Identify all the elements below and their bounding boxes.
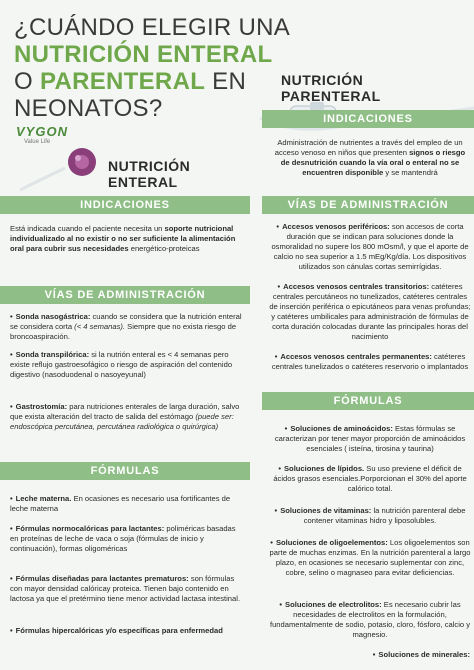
enteral-formula-item: • Fórmulas normocalóricas para lactantes: poliméricas basadas en proteínas de leche de vaca o soja (fórmulas de inicio y continuación), formas oligoméricas bbox=[10, 524, 236, 553]
enteral-via-item: • Gastrostomía: para nutriciones enterales de larga duración, salvo que exista alteración del tracto de salida del estómago (puede ser: endoscópica percutánea, percutánea radiológica o quirúrgica) bbox=[10, 402, 240, 431]
parenteral-via-item: • Accesos venosos centrales transitorios: catéteres centrales percutáneos no tunelizados, catéteres centrales de inserción periférica o epicutáneos para venas profundas; y catéteres umbilicales para administración de fórmulas de corta duración colocadas durante las principales horas del nacimiento bbox=[269, 282, 471, 341]
title-line-1: ¿CUÁNDO ELEGIR UNA bbox=[14, 14, 291, 41]
enteral-via-item: • Sonda nasogástrica: cuando se considera que la nutrición enteral se considera corta (< 4 semanas). Siempre que no exista riesgo de broncoaspiración. bbox=[10, 312, 242, 341]
enteral-formulas-band: FÓRMULAS bbox=[0, 462, 250, 480]
parenteral-formula-item: • Soluciones de oligoelementos: Los oligoelementos son parte de muchas enzimas. En la nutrición parenteral a largo plazo, en ocasiones se necesario suplementar con zinc, cobre, selino o magnaseo para evitar deficiencias. bbox=[269, 538, 471, 577]
enteral-via-item: • Sonda transpilórica: si la nutrión enteral es < 4 semanas pero existe reflujo gastroesofágico o riesgo de aspiración del contenido digestivo (nasoduodenal o nasoyeyunal) bbox=[10, 350, 233, 379]
enteral-formula-item: • Leche materna. En ocasiones es necesario usa fortificantes de leche materna bbox=[10, 494, 231, 513]
enteral-indicaciones-band: INDICACIONES bbox=[0, 196, 250, 214]
parenteral-via-item: • Accesos venosos centrales permanentes: catéteres centrales tunelizados o catéteres reservorio o implantados bbox=[271, 352, 469, 371]
enteral-formula-item: • Fórmulas diseñadas para lactantes prematuros: son fórmulas con mayor densidad calóricay proteica. Tienen bajo contenido en lactosa ya que el pretérmino tiene menor actividad lactasa intestinal. bbox=[10, 574, 241, 603]
parenteral-vias-band: VÍAS DE ADMINISTRACIÓN bbox=[262, 196, 474, 214]
parenteral-formula-item: • Soluciones de electrolitos: Es necesario cubrir las necesidades de electrolitos en la formulación, fundamentalmente de sodio, potasio, cloro, fósforo, calcio y magnesio. bbox=[269, 600, 471, 639]
feeding-tube-icon bbox=[20, 140, 110, 200]
title-line-2: NUTRICIÓN ENTERAL bbox=[14, 41, 273, 68]
parenteral-via-item: • Accesos venosos periféricos: son accesos de corta duración que se indican para soluciones donde la osmoralidad no supere los 800 mOsm/l, y que el aporte de calcio no sea superior a 1.5 mEg/Kg/día. Los dispositivos utilizados son cánulas cortas semirrígidas. bbox=[271, 222, 469, 271]
vygon-logo: VYGON Value Life bbox=[16, 124, 68, 145]
parenteral-formula-item: • Soluciones de lípidos. Su uso previene el déficit de ácidos grasos esenciales.Porporcionan el 30% del aporte calórico total. bbox=[273, 464, 467, 493]
enteral-formula-item: • Fórmulas hipercalóricas y/o específicas para enfermedad bbox=[10, 626, 223, 635]
parenteral-indicaciones-text: Administración de nutrientes a través del empleo de un acceso venoso en niños que presenten signos o riesgo de desnutrición cuando la vía oral o enteral no se encuentren disponible y se mantendrá bbox=[274, 138, 466, 177]
parenteral-heading: NUTRICIÓN PARENTERAL bbox=[281, 72, 381, 104]
enteral-heading: NUTRICIÓN ENTERAL bbox=[108, 158, 191, 190]
parenteral-formula-item: • Soluciones de vitaminas: la nutrición parenteral debe contener vitaminas hidro y liposolubles. bbox=[274, 506, 466, 525]
parenteral-formula-item: • Soluciones de aminoácidos: Estas fórmulas se caracterizan por tener mayor proporción de aminoácidos esenciales ( isteína, tirosina y taurina) bbox=[274, 424, 466, 453]
enteral-indicaciones-text: Está indicada cuando el paciente necesita un soporte nutricional individualizado al no existir o no ser suficiente la alimentación oral para cubrir sus necesidades energético-proteicas bbox=[10, 224, 236, 253]
title-line-3: O PARENTERAL EN bbox=[14, 68, 247, 95]
enteral-vias-band: VÍAS DE ADMINISTRACIÓN bbox=[0, 286, 250, 304]
parenteral-formulas-band: FÓRMULAS bbox=[262, 392, 474, 410]
parenteral-indicaciones-band: INDICACIONES bbox=[262, 110, 474, 128]
parenteral-formula-item: • Soluciones de minerales: bbox=[372, 650, 470, 659]
title-line-4: NEONATOS? bbox=[14, 95, 163, 122]
